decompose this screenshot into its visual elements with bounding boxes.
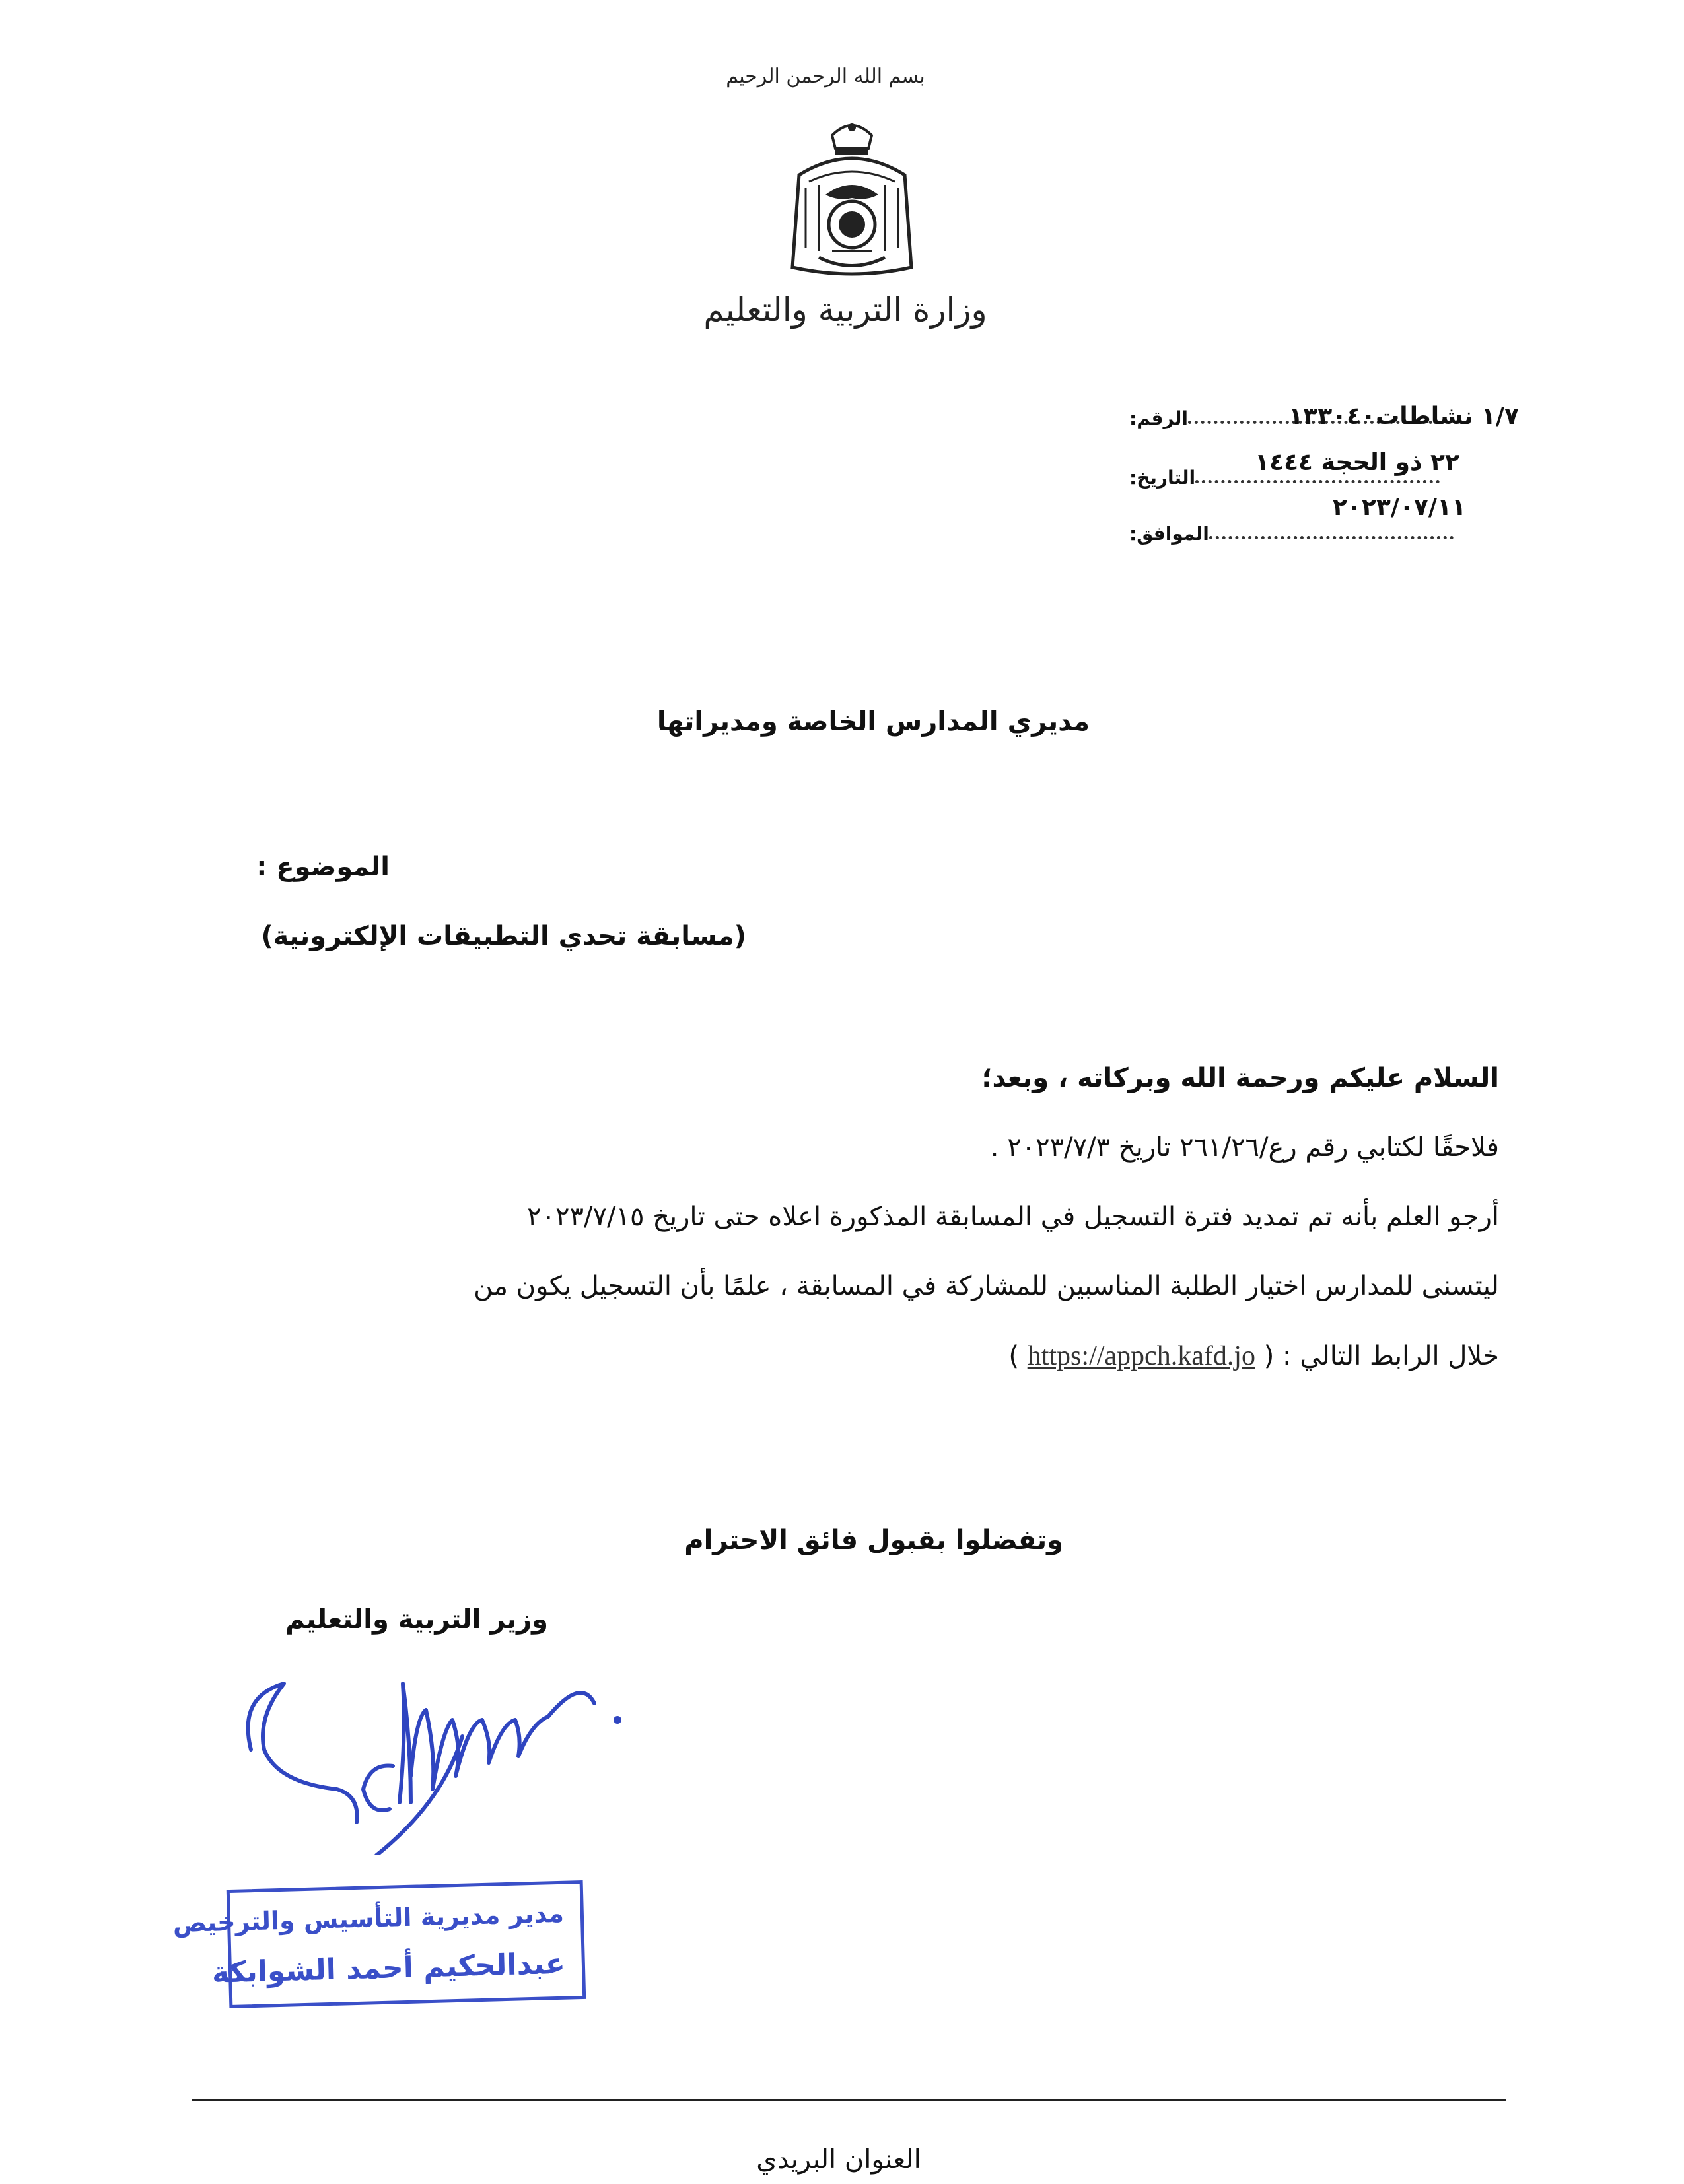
subject-label: الموضوع : — [256, 852, 390, 882]
body-line-2: أرجو العلم بأنه تم تمديد فترة التسجيل في المسابقة المذكورة اعلاه حتى تاريخ ٢٠٢٣/٧/١٥ — [527, 1202, 1499, 1232]
reference-number-label: الرقم: — [1129, 407, 1189, 429]
footer-text: العنوان البريدي — [756, 2144, 921, 2175]
stamp-name: عبدالحكيم أحمد الشوابكة — [211, 1946, 566, 1990]
footer — [700, 2144, 977, 2184]
body-line-4 — [1008, 1340, 1499, 1372]
coat-of-arms-icon — [779, 116, 925, 281]
dotted-line — [1195, 479, 1440, 483]
corresponding-date-label: الموافق: — [1129, 523, 1209, 545]
body-line-1: فلاحقًا لكتابي رقم رع/٢٦١/٢٦ تاريخ ٢٠٢٣/٧/٣ . — [990, 1132, 1499, 1163]
hijri-date-value: ٢٢ ذو الحجة ١٤٤٤ — [1255, 449, 1459, 476]
basmala: بسم الله الرحمن الرحيم — [726, 65, 925, 88]
dotted-line — [1209, 535, 1454, 539]
signature-icon — [238, 1657, 634, 1855]
link-intro: خلال الرابط التالي : ( — [1263, 1341, 1499, 1371]
reference-number-value: ١/٧ نشاطات١٣٣٠٤٠ — [1288, 403, 1519, 430]
gregorian-date-value: ٢٠٢٣/٠٧/١١ — [1332, 494, 1466, 521]
link-close-paren: ) — [1008, 1341, 1019, 1371]
ministry-name: وزارة التربية والتعليم — [703, 290, 987, 329]
body-line-3: ليتسنى للمدارس اختيار الطلبة المناسبين للمشاركة في المسابقة ، علمًا بأن التسجيل يكون من — [474, 1271, 1499, 1301]
footer-divider — [192, 2099, 1506, 2101]
date-label: التاريخ: — [1129, 467, 1196, 489]
signer-title: وزير التربية والتعليم — [285, 1604, 548, 1635]
official-stamp — [172, 1880, 586, 2008]
closing: وتفضلوا بقبول فائق الاحترام — [684, 1525, 1063, 1555]
subject-title: (مسابقة تحدي التطبيقات الإلكترونية) — [261, 921, 746, 951]
registration-link[interactable]: https://appch.kafd.jo — [1027, 1341, 1255, 1371]
greeting: السلام عليكم ورحمة الله وبركاته ، وبعد؛ — [981, 1063, 1499, 1093]
stamp-title: مدير مديرية التأسيس والترخيص — [172, 1898, 565, 1938]
addressee: مديري المدارس الخاصة ومديراتها — [656, 706, 1090, 737]
